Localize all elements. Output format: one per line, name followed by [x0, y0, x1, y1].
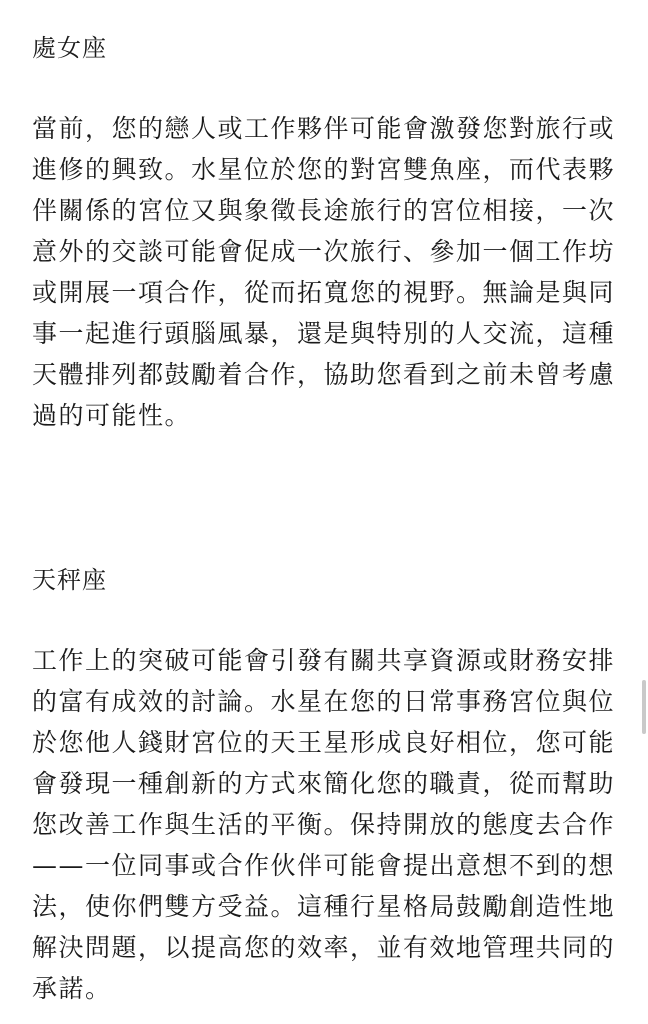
scrollbar-thumb[interactable]: [642, 680, 646, 734]
sign-title-virgo: 處女座: [32, 34, 107, 62]
horoscope-text-libra: 工作上的突破可能會引發有關共享資源或財務安排的富有成效的討論。水星在您的日常事務宮位與位於您他人錢財宮位的天王星形成良好相位，您可能會發現一種創新的方式來簡化您的職責，從而幫助您改善工作與生活的平衡。保持開放的態度去合作——一位同事或合作伙伴可能會提出意想不到的想法，使你們雙方受益。這種行星格局鼓勵創造性地解決問題，以提高您的效率，並有效地管理共同的承諾。: [32, 646, 616, 1003]
horoscope-text-virgo: 當前，您的戀人或工作夥伴可能會激發您對旅行或進修的興致。水星位於您的對宮雙魚座，而代表夥伴關係的宮位又與象徵長途旅行的宮位相接，一次意外的交談可能會促成一次旅行、參加一個工作坊或開展一項合作，從而拓寬您的視野。無論是與同事一起進行頭腦風暴，還是與特別的人交流，這種天體排列都鼓勵着合作，協助您看到之前未曾考慮過的可能性。: [32, 114, 616, 430]
sign-title-libra: 天秤座: [32, 566, 107, 594]
